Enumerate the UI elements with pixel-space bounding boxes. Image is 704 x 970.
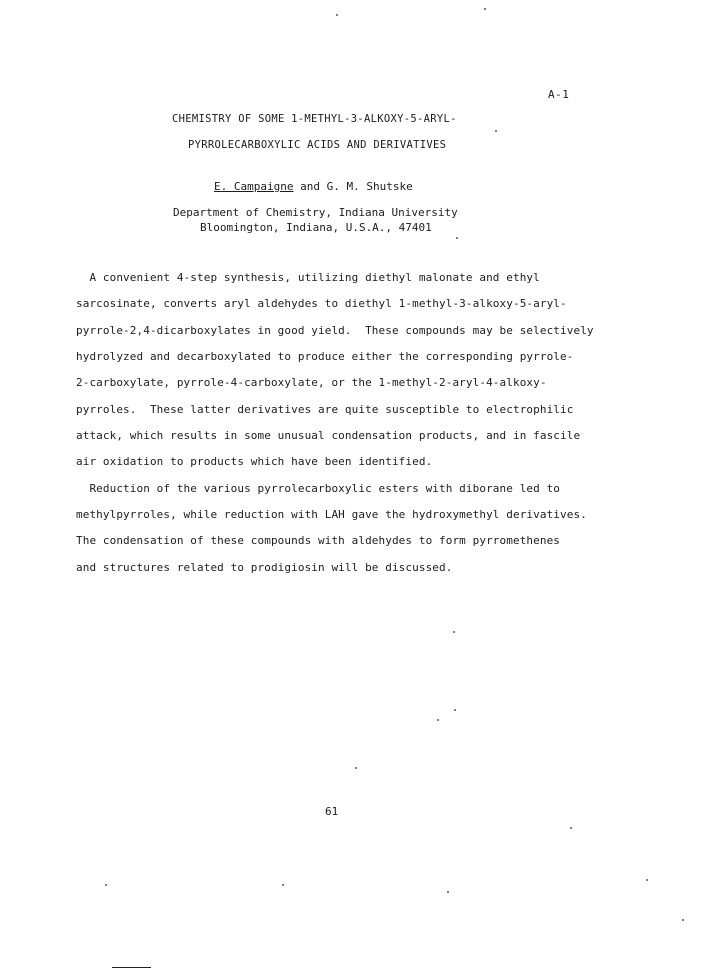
affiliation-line-2: Bloomington, Indiana, U.S.A., 47401 xyxy=(200,221,432,234)
affiliation-line-1: Department of Chemistry, Indiana University xyxy=(173,206,458,219)
title-line-1: CHEMISTRY OF SOME 1-METHYL-3-ALKOXY-5-ARYL- xyxy=(172,113,457,125)
scan-speck xyxy=(453,631,455,633)
author-2: G. M. Shutske xyxy=(326,180,413,193)
scan-speck xyxy=(484,8,486,10)
scan-speck xyxy=(355,767,357,769)
scan-speck xyxy=(682,919,684,921)
scan-speck xyxy=(454,709,456,711)
page-id: A-1 xyxy=(548,88,570,101)
scan-speck xyxy=(282,884,284,886)
body-line: and structures related to prodigiosin will be discussed. xyxy=(76,561,453,574)
scan-speck xyxy=(447,891,449,893)
scan-speck xyxy=(105,884,107,886)
author-1: E. Campaigne xyxy=(214,180,294,193)
author-connector: and xyxy=(293,180,327,193)
body-line: 2-carboxylate, pyrrole-4-carboxylate, or the 1-methyl-2-aryl-4-alkoxy- xyxy=(76,376,547,389)
footer-rule xyxy=(112,967,151,968)
body-line: hydrolyzed and decarboxylated to produce either the corresponding pyrrole- xyxy=(76,350,574,363)
body-line: air oxidation to products which have been identified. xyxy=(76,455,433,468)
author-line xyxy=(214,180,413,193)
scan-speck xyxy=(336,14,338,16)
scan-speck xyxy=(437,719,439,721)
body-line: pyrroles. These latter derivatives are quite susceptible to electrophilic xyxy=(76,403,574,416)
page-number: 61 xyxy=(325,805,339,818)
body-line: The condensation of these compounds with aldehydes to form pyrromethenes xyxy=(76,534,561,547)
scan-speck xyxy=(570,827,572,829)
scan-speck xyxy=(456,237,458,239)
body-line: methylpyrroles, while reduction with LAH gave the hydroxymethyl derivatives. xyxy=(76,508,587,521)
body-line: A convenient 4-step synthesis, utilizing diethyl malonate and ethyl xyxy=(76,271,540,284)
body-line: Reduction of the various pyrrolecarboxylic esters with diborane led to xyxy=(76,482,561,495)
title-line-2: PYRROLECARBOXYLIC ACIDS AND DERIVATIVES xyxy=(188,139,447,151)
scan-speck xyxy=(495,130,497,132)
scan-speck xyxy=(646,879,648,881)
body-line: pyrrole-2,4-dicarboxylates in good yield. These compounds may be selectively xyxy=(76,324,594,337)
body-line: sarcosinate, converts aryl aldehydes to diethyl 1-methyl-3-alkoxy-5-aryl- xyxy=(76,297,567,310)
body-line: attack, which results in some unusual condensation products, and in fascile xyxy=(76,429,581,442)
